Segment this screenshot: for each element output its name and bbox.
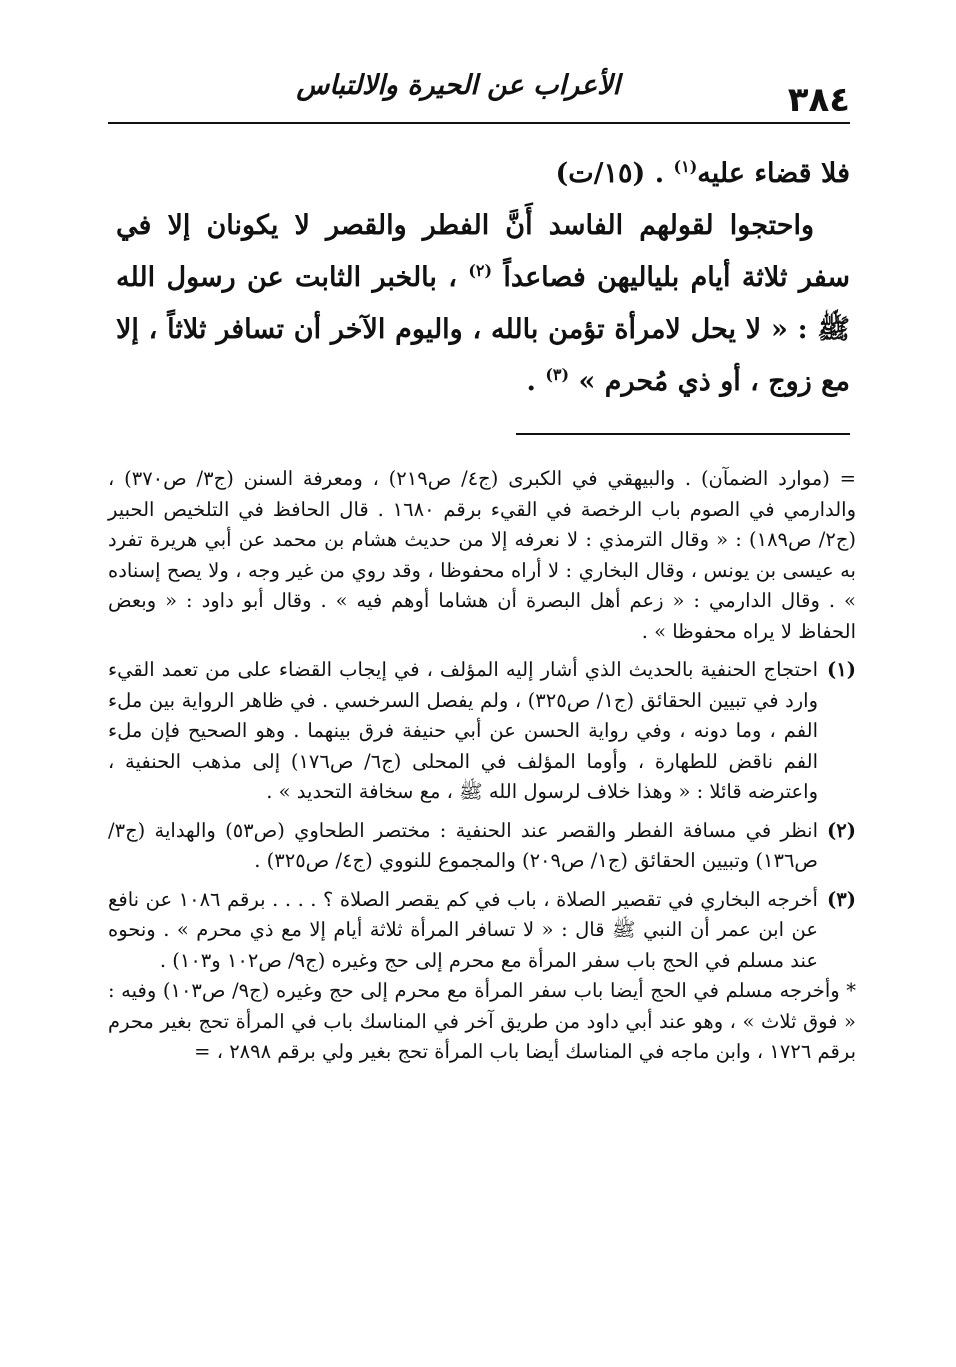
running-title: الأعراب عن الحيرة والالتباس xyxy=(296,70,620,101)
header-rule xyxy=(108,122,850,124)
footnote-text: احتجاج الحنفية بالحديث الذي أشار إليه المؤلف ، في إيجاب القضاء على من تعمد القيء وارد في تبيين الحقائق (ج١/ ص٣٢٥) ، ولم يفصل السرخسي . في ظاهر الرواية بين ملء الفم ، وما دونه ، وفي رواية الحسن عن أبي حنيفة فرق بينهما . وهو الصحيح فإن ملء الفم ناقض للطهارة ، وأوما المؤلف في المحلى (ج٦/ ص١٧٦) إلى مذهب الحنفية ، واعترضه قائلا : « وهذا خلاف لرسول الله ﷺ ، مع سخافة التحديد » . xyxy=(108,658,819,803)
footnote-ref-1: (١) xyxy=(673,157,698,176)
main-text-run: واحتجوا لقولهم الفاسد أَنَّ الفطر والقصر لا يكونان إلا في سفر ثلاثة أيام بلياليهن فصاعداً xyxy=(116,210,850,293)
footnote-1 xyxy=(108,655,856,808)
footnote-text: انظر في مسافة الفطر والقصر عند الحنفية : مختصر الطحاوي (ص٥٣) والهداية (ج٣/ ص١٣٦) وتبيين الحقائق (ج١/ ص٢٠٩) والمجموع للنووي (ج٤/ ص٣٢٥) . xyxy=(108,818,819,872)
main-text-run: . (١٥/ت) xyxy=(555,158,674,189)
footnote-number: (٢) xyxy=(827,818,856,842)
footnote-separator xyxy=(516,433,850,435)
page-number: ٣٨٤ xyxy=(787,80,850,120)
main-text-run: . xyxy=(526,366,546,397)
footnote-text: أخرجه البخاري في تقصير الصلاة ، باب في كم يقصر الصلاة ؟ . . . . برقم ١٠٨٦ عن نافع عن ابن عمر أن النبي ﷺ قال : « لا تسافر المرأة ثلاثة أيام إلا مع ذي محرم » . ونحوه عند مسلم في الحج باب سفر المرأة مع محرم إلى حج وغيره (ج٩/ ص١٠٢ و١٠٣) . xyxy=(108,887,818,972)
footnote-number: (٣) xyxy=(827,887,856,911)
footnote-2 xyxy=(108,816,856,877)
footnote-number: (١) xyxy=(827,658,856,681)
main-text xyxy=(116,148,850,408)
footnotes xyxy=(108,464,856,1068)
main-line-1 xyxy=(116,148,850,200)
page-header xyxy=(108,62,850,124)
main-paragraph-2 xyxy=(116,200,850,408)
footnote-ref-3: (٣) xyxy=(545,365,570,384)
footnote-3 xyxy=(108,885,856,977)
footnote-star-note: * وأخرجه مسلم في الحج أيضا باب سفر المرأة مع محرم إلى حج وغيره (ج٩/ ص١٠٣) وفيه : « فوق ثلاث » ، وهو عند أبي داود من طريق آخر في المناسك باب في المرأة تحج بغير محرم برقم ١٧٢٦ ، وابن ماجه في المناسك أيضا باب المرأة تحج بغير ولي برقم ٢٨٩٨ ، = xyxy=(108,979,857,1063)
footnote-continued: = (موارد الضمآن) . والبيهقي في الكبرى (ج٤/ ص٢١٩) ، ومعرفة السنن (ج٣/ ص٣٧٠) ، والدارمي في الصوم باب الرخصة في القيء برقم ١٦٨٠ . قال الحافظ في التلخيص الحبير (ج٢/ ص١٨٩) : « وقال الترمذي : لا نعرفه إلا من حديث هشام بن محمد عن أبي هريرة تفرد به عيسى بن يونس ، وقال البخاري : لا أراه محفوظا ، وقد روي من غير وجه ، ولا يصح إسناده » . وقال الدارمي : « زعم أهل البصرة أن هشاما أوهم فيه » . وقال أبو داود : « وبعض الحفاظ لا يراه محفوظا » . xyxy=(108,467,857,643)
footnote-ref-2: (٢) xyxy=(468,261,493,280)
main-text-run: ، بالخبر الثابت عن رسول الله ﷺ : « لا يحل لامرأة تؤمن بالله ، واليوم الآخر أن تسافر ثلاثاً ، إلا مع زوج ، أو ذي مُحرم » xyxy=(116,262,850,397)
main-text-run: فلا قضاء عليه xyxy=(697,158,850,189)
